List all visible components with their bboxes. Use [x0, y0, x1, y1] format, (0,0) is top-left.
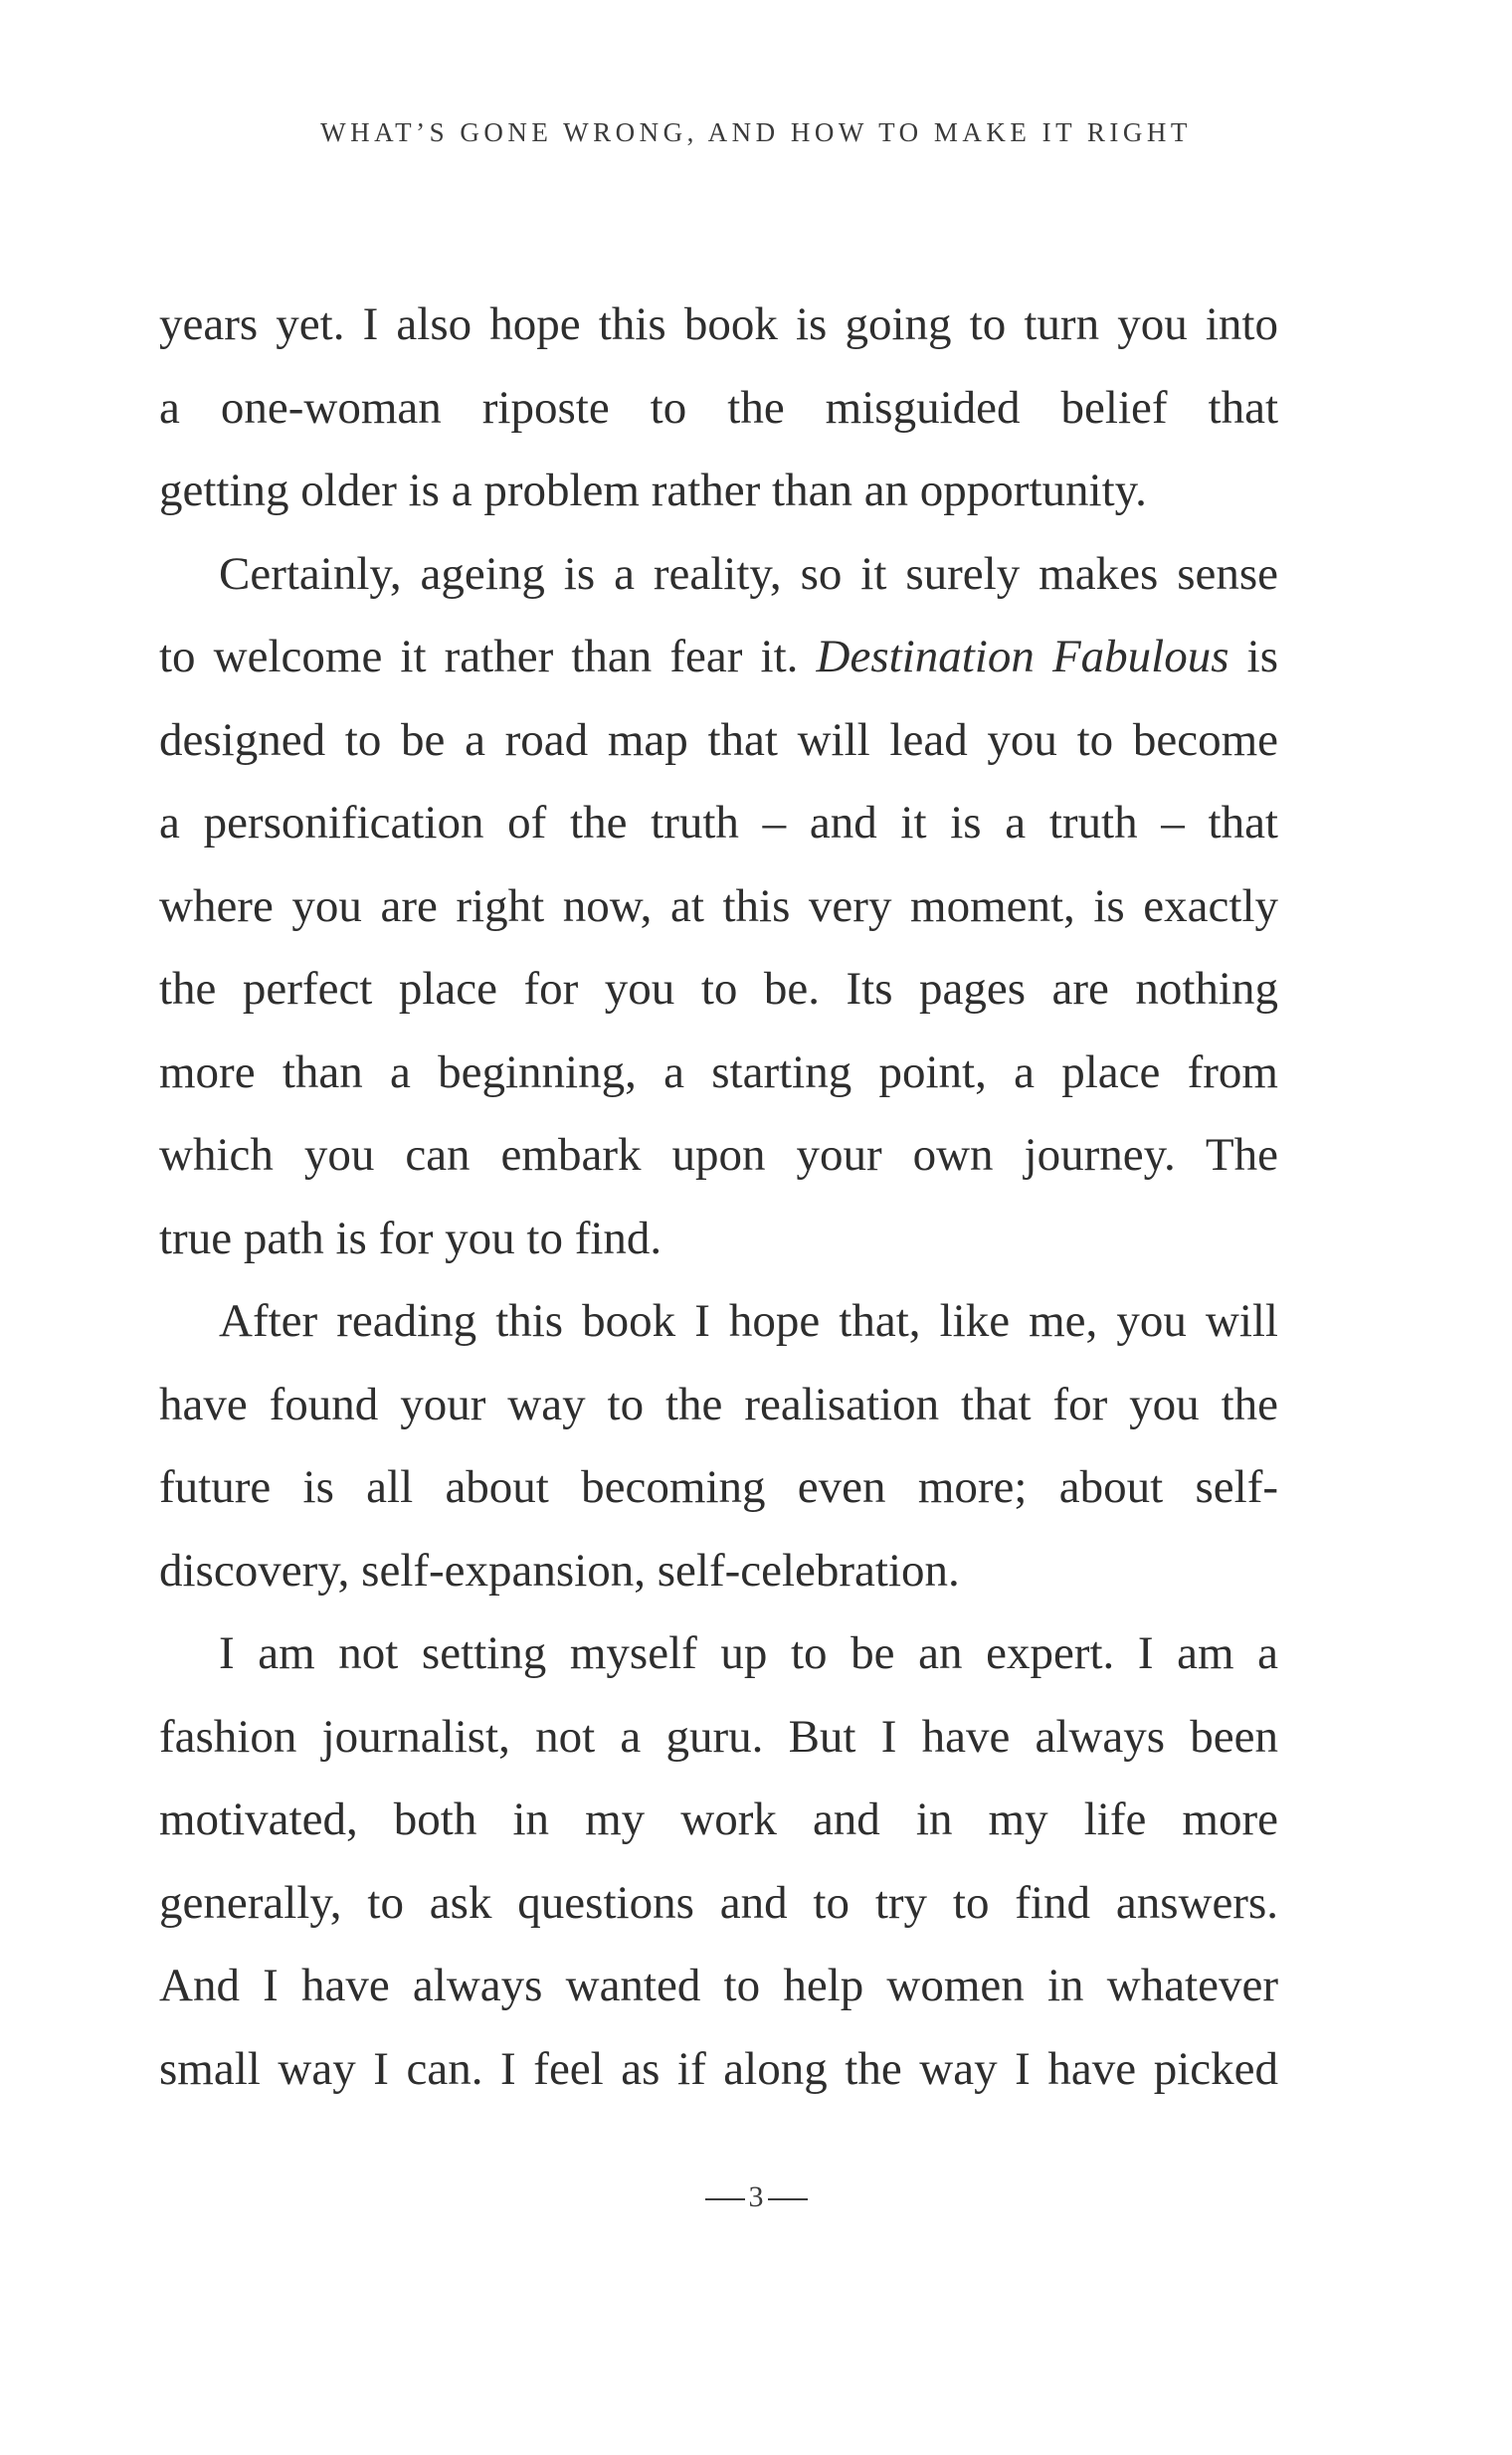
text-line: a personification of the truth – and it is a truth – that [159, 797, 1278, 849]
text-line: true path is for you to find. [159, 1212, 662, 1264]
text-fragment: to welcome it rather than fear it. [159, 631, 799, 682]
folio-dash-left [705, 2198, 745, 2200]
text-line: future is all about becoming even more; about self- [159, 1461, 1278, 1513]
text-line: small way I can. I feel as if along the way I have picked [159, 2042, 1278, 2095]
text-line: the perfect place for you to be. Its pages are nothing [159, 963, 1278, 1015]
folio-dash-right [768, 2198, 808, 2200]
text-line: generally, to ask questions and to try to find answers. [159, 1876, 1278, 1929]
text-line: I am not setting myself up to be an expert. I am a [219, 1627, 1278, 1679]
text-line: motivated, both in my work and in my life more [159, 1794, 1278, 1845]
text-line [159, 616, 1278, 699]
text-line: discovery, self-expansion, self-celebration. [159, 1544, 960, 1597]
text-line: After reading this book I hope that, like me, you will [219, 1295, 1278, 1347]
text-line: have found your way to the realisation that for you the [159, 1378, 1278, 1430]
text-line: And I have always wanted to help women in whatever [159, 1960, 1278, 2011]
running-head: WHAT’S GONE WRONG, AND HOW TO MAKE IT RIGHT [320, 117, 1192, 147]
text-line: years yet. I also hope this book is going to turn you into [159, 298, 1278, 350]
text-line: more than a beginning, a starting point, a place from [159, 1045, 1278, 1098]
page-number [0, 2180, 1512, 2214]
book-title: Destination Fabulous [816, 631, 1229, 682]
text-line: a one-woman riposte to the misguided belief that [159, 381, 1278, 434]
text-line: designed to be a road map that will lead you to become [159, 713, 1278, 766]
page-number-value: 3 [748, 2180, 764, 2213]
text-line: fashion journalist, not a guru. But I have always been [159, 1710, 1278, 1763]
text-line: where you are right now, at this very moment, is exactly [159, 879, 1278, 932]
text-line: getting older is a problem rather than an opportunity. [159, 465, 1147, 516]
text-line: which you can embark upon your own journey. The [159, 1129, 1278, 1181]
text-line: Certainly, ageing is a reality, so it surely makes sense [219, 547, 1278, 600]
body-text [159, 283, 1278, 2111]
text-fragment: is [1246, 631, 1278, 682]
